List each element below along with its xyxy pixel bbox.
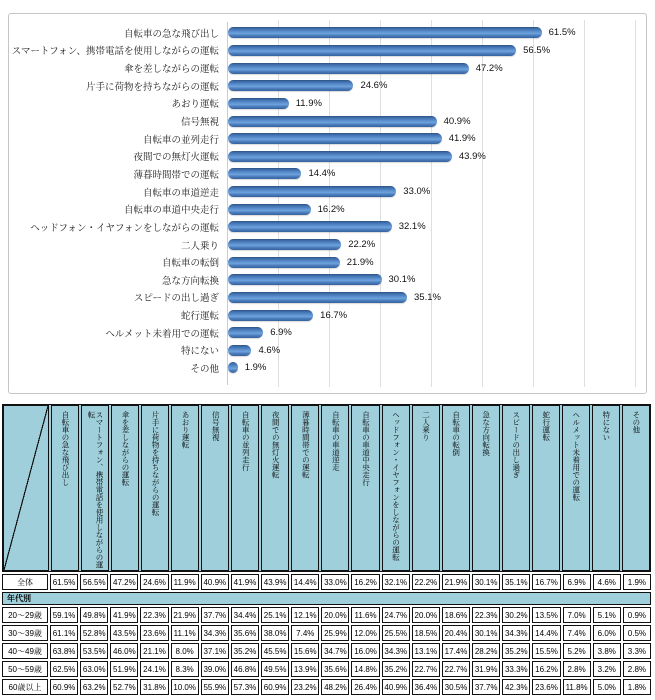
value-cell: 40.9% [201, 574, 229, 590]
value-cell: 24.7% [382, 607, 410, 623]
header-cell-label: 信号無視 [211, 411, 221, 441]
value-cell: 34.3% [201, 625, 229, 641]
header-cell [622, 405, 650, 571]
bar-track [228, 310, 642, 321]
table-body [2, 574, 651, 695]
value-cell: 22.7% [412, 661, 440, 677]
category-label: 二人乗り [180, 240, 219, 252]
value-cell: 62.5% [50, 661, 78, 677]
chart-row [9, 59, 642, 77]
table-row [2, 574, 651, 590]
value-cell: 0.5% [623, 625, 651, 641]
bar [228, 327, 263, 338]
bar-track [228, 186, 642, 197]
value-cell: 53.5% [80, 643, 108, 659]
chart-row [9, 112, 642, 130]
row-label-cell: 50〜59歳 [2, 661, 48, 677]
value-cell: 30.2% [502, 607, 530, 623]
value-label: 21.9% [346, 256, 374, 268]
value-cell: 43.9% [261, 574, 289, 590]
chart-row [9, 24, 642, 42]
header-cell [412, 405, 440, 571]
value-label: 16.2% [317, 203, 345, 215]
value-cell: 38.0% [261, 625, 289, 641]
category-label: 自転車の急な飛び出し [123, 28, 219, 40]
value-cell: 3.8% [593, 643, 621, 659]
value-cell: 14.4% [291, 574, 319, 590]
header-cell [231, 405, 259, 571]
value-label: 11.9% [295, 97, 322, 109]
value-cell: 61.5% [50, 574, 78, 590]
value-cell: 16.0% [351, 643, 379, 659]
bar [228, 133, 442, 144]
bar-track [228, 257, 642, 268]
header-cell [291, 405, 319, 571]
header-cell [261, 405, 289, 571]
bar [228, 63, 469, 74]
value-label: 47.2% [475, 62, 503, 74]
value-cell: 24.1% [140, 661, 168, 677]
value-cell: 36.4% [412, 679, 440, 695]
value-cell: 30.1% [472, 625, 500, 641]
value-cell: 28.2% [472, 643, 500, 659]
value-cell: 34.3% [502, 625, 530, 641]
value-cell: 42.3% [502, 679, 530, 695]
value-cell: 7.4% [563, 625, 591, 641]
value-cell: 8.3% [171, 661, 199, 677]
header-cell [472, 405, 500, 571]
value-cell: 52.7% [110, 679, 138, 695]
category-label: スピードの出し過ぎ [133, 293, 219, 305]
header-cell-label: 自転車の車道逆走 [331, 411, 341, 471]
value-cell: 18.6% [442, 607, 470, 623]
value-cell: 14.8% [351, 661, 379, 677]
header-cell-label: あおり運転 [181, 411, 191, 449]
value-cell: 30.5% [442, 679, 470, 695]
chart-row [9, 342, 642, 360]
value-cell: 48.2% [321, 679, 349, 695]
chart-row [9, 271, 642, 289]
value-cell: 5.2% [563, 643, 591, 659]
value-cell: 35.2% [382, 661, 410, 677]
bar [228, 45, 516, 56]
value-cell: 24.6% [140, 574, 168, 590]
value-cell: 33.3% [502, 661, 530, 677]
header-cell-label: スピードの出し過ぎ [511, 411, 521, 479]
header-cell [201, 405, 229, 571]
header-cell-label: 自転車の並列走行 [241, 411, 251, 471]
value-cell: 26.4% [351, 679, 379, 695]
bar-track [228, 133, 642, 144]
category-label: 自転車の並列走行 [142, 134, 219, 146]
bar-track [228, 204, 642, 215]
chart-row [9, 183, 642, 201]
header-cell-label: 特にない [601, 411, 611, 441]
value-label: 35.1% [414, 291, 441, 303]
value-cell: 11.9% [171, 574, 199, 590]
value-cell: 16.7% [532, 574, 560, 590]
section-row: 年代別 [2, 592, 651, 605]
header-cell [81, 405, 109, 571]
bar [228, 27, 542, 38]
value-cell: 63.8% [50, 643, 78, 659]
bar [228, 274, 382, 285]
header-cell-label: 二人乗り [421, 411, 431, 441]
corner-cell-diagonal-divider [3, 405, 49, 571]
category-label: 自転車の転倒 [161, 258, 219, 270]
bar [228, 362, 238, 373]
value-cell: 23.2% [291, 679, 319, 695]
bar [228, 310, 313, 321]
value-label: 4.6% [258, 344, 281, 356]
header-cell-label: その他 [631, 411, 641, 434]
category-label: 特にない [180, 346, 219, 358]
value-cell: 37.1% [201, 643, 229, 659]
value-cell: 35.6% [321, 661, 349, 677]
value-cell: 25.1% [261, 607, 289, 623]
bar [228, 98, 289, 109]
value-label: 40.9% [443, 115, 471, 127]
bar-track [228, 239, 642, 250]
bar [228, 168, 301, 179]
value-cell: 41.9% [110, 607, 138, 623]
table-row [2, 625, 651, 641]
chart-row [9, 147, 642, 165]
value-cell: 16.2% [351, 574, 379, 590]
chart-row [9, 42, 642, 60]
value-cell: 3.2% [593, 661, 621, 677]
bar-track [228, 362, 642, 373]
bar [228, 116, 437, 127]
value-cell: 2.8% [623, 661, 651, 677]
value-cell: 52.8% [80, 625, 108, 641]
header-cell-label: ヘッドフォン・イヤフォンをしながらの運転 [391, 411, 401, 561]
header-cell-label: 自転車の転倒 [451, 411, 461, 456]
value-cell: 12.0% [351, 625, 379, 641]
value-cell: 18.5% [412, 625, 440, 641]
header-cell-label: 急な方向転換 [481, 411, 491, 456]
value-label: 43.9% [458, 150, 486, 162]
value-cell: 17.4% [442, 643, 470, 659]
value-cell: 16.2% [532, 661, 560, 677]
header-cell [532, 405, 560, 571]
value-cell: 43.5% [110, 625, 138, 641]
chart-row [9, 130, 642, 148]
value-label: 16.7% [320, 309, 348, 321]
bar-chart-panel [8, 13, 647, 394]
value-cell: 30.1% [472, 574, 500, 590]
value-label: 32.1% [398, 221, 426, 233]
value-cell: 59.1% [50, 607, 78, 623]
value-cell: 22.3% [472, 607, 500, 623]
bar [228, 186, 396, 197]
header-cell [382, 405, 410, 571]
header-cell [562, 405, 590, 571]
value-cell: 35.2% [231, 643, 259, 659]
bar-track [228, 327, 642, 338]
header-cell-label: スマートフォン、携帯電話を使用しながらの運転 [87, 411, 104, 569]
value-cell: 37.7% [472, 679, 500, 695]
bar-track [228, 27, 642, 38]
header-cell [351, 405, 379, 571]
bar [228, 239, 341, 250]
value-cell: 10.0% [171, 679, 199, 695]
header-cell [321, 405, 349, 571]
bar-track [228, 45, 642, 56]
value-cell: 14.4% [532, 625, 560, 641]
bar [228, 80, 353, 91]
category-label: その他 [190, 363, 219, 375]
value-cell: 5.0% [593, 679, 621, 695]
header-cell-label: 薄暮時間帯での運転 [301, 411, 311, 479]
header-cell [502, 405, 530, 571]
chart-row [9, 165, 642, 183]
value-cell: 35.1% [502, 574, 530, 590]
table-row [2, 607, 651, 623]
value-cell: 41.9% [231, 574, 259, 590]
value-cell: 56.5% [80, 574, 108, 590]
header-cell [442, 405, 470, 571]
table-header-row [2, 404, 651, 572]
bar-track [228, 63, 642, 74]
value-cell: 31.9% [472, 661, 500, 677]
row-label-cell: 40〜49歳 [2, 643, 48, 659]
value-cell: 11.1% [171, 625, 199, 641]
value-cell: 34.3% [382, 643, 410, 659]
value-cell: 60.9% [261, 679, 289, 695]
row-label-cell: 20〜29歳 [2, 607, 48, 623]
category-label: あおり運転 [171, 99, 219, 111]
bar [228, 292, 407, 303]
bar-track [228, 292, 642, 303]
value-cell: 1.9% [623, 574, 651, 590]
chart-row [9, 77, 642, 95]
value-label: 6.9% [270, 327, 292, 339]
value-cell: 21.9% [442, 574, 470, 590]
chart-row [9, 306, 642, 324]
chart-rows [9, 24, 642, 377]
value-cell: 61.1% [50, 625, 78, 641]
value-cell: 5.1% [593, 607, 621, 623]
table-row [2, 679, 651, 695]
category-label: 傘を差しながらの運転 [123, 64, 219, 76]
bar [228, 257, 340, 268]
bar-track [228, 116, 642, 127]
value-cell: 22.2% [412, 574, 440, 590]
category-label: スマートフォン、携帯電話を使用しながらの運転 [11, 46, 219, 58]
bar-track [228, 274, 642, 285]
value-cell: 46.8% [231, 661, 259, 677]
row-label-cell: 30〜39歳 [2, 625, 48, 641]
value-cell: 35.6% [231, 625, 259, 641]
value-cell: 6.0% [593, 625, 621, 641]
bar-track [228, 168, 642, 179]
value-cell: 63.0% [80, 661, 108, 677]
table-row [2, 661, 651, 677]
value-cell: 6.9% [563, 574, 591, 590]
value-label: 1.9% [244, 362, 267, 374]
value-cell: 57.3% [231, 679, 259, 695]
category-label: 夜間での無灯火運転 [133, 152, 219, 164]
chart-row [9, 289, 642, 307]
chart-row [9, 236, 642, 254]
category-label: 自転車の車道中央走行 [123, 205, 219, 217]
bar [228, 204, 311, 215]
value-cell: 37.7% [201, 607, 229, 623]
value-cell: 25.5% [382, 625, 410, 641]
category-label: ヘルメット未着用での運転 [105, 328, 219, 340]
value-cell: 55.9% [201, 679, 229, 695]
value-label: 61.5% [548, 27, 576, 39]
value-label: 22.2% [348, 239, 376, 250]
value-cell: 4.6% [593, 574, 621, 590]
category-label: 蛇行運転 [180, 311, 219, 323]
survey-table [2, 404, 651, 695]
chart-row [9, 95, 642, 113]
value-cell: 49.5% [261, 661, 289, 677]
value-cell: 11.8% [563, 679, 591, 695]
value-cell: 47.2% [110, 574, 138, 590]
bar [228, 221, 392, 232]
category-label: 急な方向転換 [161, 275, 219, 287]
bar-track [228, 151, 642, 162]
value-cell: 23.6% [532, 679, 560, 695]
header-cell [592, 405, 620, 571]
header-cell-label: 蛇行運転 [541, 411, 551, 441]
value-cell: 51.9% [110, 661, 138, 677]
bar [228, 345, 251, 356]
chart-row [9, 253, 642, 271]
header-cell-label: 傘を差しながらの運転 [121, 411, 131, 486]
value-cell: 33.0% [321, 574, 349, 590]
value-label: 14.4% [308, 168, 336, 180]
table-row [2, 643, 651, 659]
header-cell-label: 片手に荷物を持ちながらの運転 [151, 411, 161, 516]
value-cell: 32.1% [382, 574, 410, 590]
value-cell: 34.4% [231, 607, 259, 623]
value-cell: 46.0% [110, 643, 138, 659]
value-cell: 13.9% [291, 661, 319, 677]
value-cell: 1.8% [623, 679, 651, 695]
chart-row [9, 200, 642, 218]
bar-track [228, 98, 642, 109]
value-cell: 23.6% [140, 625, 168, 641]
value-label: 30.1% [388, 274, 416, 286]
value-cell: 22.7% [442, 661, 470, 677]
value-cell: 7.4% [291, 625, 319, 641]
value-cell: 8.0% [171, 643, 199, 659]
chart-row [9, 218, 642, 236]
value-cell: 63.2% [80, 679, 108, 695]
value-cell: 7.0% [563, 607, 591, 623]
value-cell: 15.6% [291, 643, 319, 659]
bar-track [228, 221, 642, 232]
row-label-cell: 全体 [2, 574, 48, 590]
value-cell: 49.8% [80, 607, 108, 623]
value-cell: 60.9% [50, 679, 78, 695]
header-cell-label: 自転車の車道中央走行 [361, 411, 371, 486]
value-cell: 2.8% [563, 661, 591, 677]
value-cell: 21.9% [171, 607, 199, 623]
value-cell: 12.1% [291, 607, 319, 623]
row-label-cell: 60歳以上 [2, 679, 48, 695]
value-cell: 25.9% [321, 625, 349, 641]
value-cell: 13.1% [412, 643, 440, 659]
category-label: 信号無視 [180, 117, 219, 129]
value-cell: 22.3% [140, 607, 168, 623]
value-cell: 31.8% [140, 679, 168, 695]
value-cell: 34.7% [321, 643, 349, 659]
chart-row [9, 359, 642, 377]
header-cell [141, 405, 169, 571]
value-cell: 0.9% [623, 607, 651, 623]
header-cell-label: 夜間での無灯火運転 [271, 411, 281, 479]
value-cell: 35.2% [502, 643, 530, 659]
value-cell: 21.1% [140, 643, 168, 659]
category-label: 薄暮時間帯での運転 [133, 169, 219, 181]
value-cell: 45.5% [261, 643, 289, 659]
header-cell [51, 405, 79, 571]
value-cell: 39.0% [201, 661, 229, 677]
value-cell: 13.5% [532, 607, 560, 623]
bar-track [228, 345, 642, 356]
value-label: 24.6% [360, 80, 388, 92]
value-cell: 3.3% [623, 643, 651, 659]
value-label: 56.5% [523, 44, 551, 56]
header-cell-label: 自転車の急な飛び出し [60, 411, 70, 486]
chart-row [9, 324, 642, 342]
value-label: 33.0% [403, 186, 431, 198]
category-label: 片手に荷物を持ちながらの運転 [85, 81, 219, 93]
header-cell [171, 405, 199, 571]
value-label: 41.9% [448, 133, 476, 145]
header-cell [111, 405, 139, 571]
value-cell: 20.0% [321, 607, 349, 623]
value-cell: 20.4% [442, 625, 470, 641]
bar-track [228, 80, 642, 91]
category-label: ヘッドフォン・イヤフォンをしながらの運転 [30, 222, 219, 234]
value-cell: 40.9% [382, 679, 410, 695]
header-cell-label: ヘルメット未着用での運転 [571, 411, 581, 501]
value-cell: 15.5% [532, 643, 560, 659]
bar [228, 151, 452, 162]
category-label: 自転車の車道逆走 [142, 187, 219, 199]
value-cell: 20.0% [412, 607, 440, 623]
value-cell: 11.6% [351, 607, 379, 623]
